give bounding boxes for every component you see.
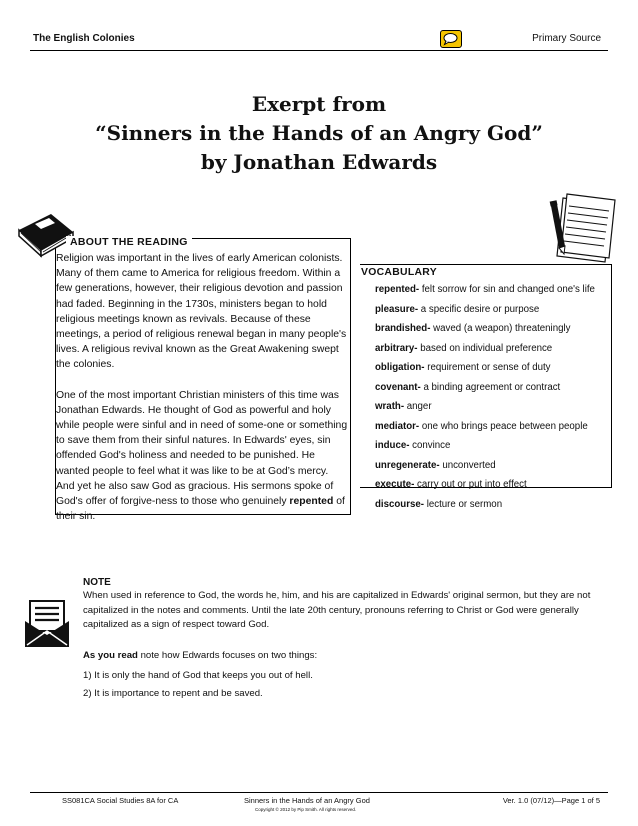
vocab-item (375, 417, 615, 437)
vocab-item (375, 280, 615, 300)
footer-page-number: Ver. 1.0 (07/12)—Page 1 of 5 (502, 796, 600, 805)
note-heading: NOTE (83, 577, 111, 588)
vocab-term: repented- (375, 284, 420, 295)
title-line-1: Exerpt from (251, 92, 387, 116)
vocab-definition: a specific desire or purpose (420, 303, 540, 315)
reading-paragraph-2 (56, 388, 348, 525)
envelope-icon (23, 597, 71, 649)
reading-paragraph-2-end: of their sin. (56, 496, 345, 523)
vocab-term: brandished- (375, 323, 431, 334)
vocab-term: discourse- (375, 498, 424, 510)
vocab-item (375, 397, 615, 417)
vocab-term: arbitrary- (375, 342, 418, 354)
as-you-read-item: 2) It is importance to repent and be saved. (83, 688, 263, 699)
as-you-read-instruction: note how Edwards focuses on two things: (140, 650, 318, 661)
vocab-definition: unconverted (442, 459, 496, 471)
vocab-definition: anger (406, 401, 432, 412)
reading-paragraph-2-text: One of the most important Christian ministers of this time was Jonathan Edwards. He thought of God as powerful and holy while people were sinful and in need of some-one or something to save them from their sinful natures. In Edwards' eyes, sin offended God's holiness and needed to be punished. He wanted people to feel what it was like to be at God’s mercy. And yet he also saw God as gracious. His sermons spoke of God's offer of forgive-ness to those who genuinely (56, 389, 348, 508)
footer-copyright: Copyright © 2012 by Pip Smith. All rights reserved. (255, 807, 357, 812)
vocab-item (375, 495, 615, 515)
vocab-definition: felt sorrow for sin and changed one's life (421, 284, 595, 295)
title-line-3: by Jonathan Edwards (200, 150, 438, 174)
vocab-term: unregenerate- (375, 459, 440, 471)
vocab-item (375, 300, 615, 320)
header-unit-title: The English Colonies (33, 33, 135, 44)
vocab-definition: carry out or put into effect (417, 479, 527, 490)
vocab-definition: one who brings peace between people (421, 420, 588, 432)
vocab-item (375, 378, 615, 398)
vocab-item (375, 436, 615, 456)
note-text: When used in reference to God, the words he, him, and his are capitalized in Edwards' original sermon, but they are not capitalized in the notes and comments. Until the late 20th century, pronouns referring to Christ or God were generally capitalized as a sign of respect toward God. (83, 590, 591, 630)
vocab-definition: waved (a weapon) threateningly (433, 323, 571, 334)
vocab-highlight-repented: repented (289, 496, 334, 508)
footer-divider (30, 792, 608, 793)
as-you-read-item: 1) It is only the hand of God that keeps you out of hell. (83, 670, 313, 681)
vocab-item (375, 339, 615, 359)
vocab-item (375, 475, 615, 495)
vocab-definition: convince (412, 440, 451, 451)
as-you-read-lead (83, 650, 618, 661)
vocab-definition: lecture or sermon (426, 498, 503, 510)
vocab-definition: a binding agreement or contract (423, 381, 561, 393)
vocabulary-heading: VOCABULARY (361, 267, 437, 278)
header-divider (30, 50, 608, 51)
vocab-term: mediator- (375, 420, 420, 432)
vocab-term: execute- (375, 479, 415, 490)
as-you-read-label: As you read (83, 650, 138, 661)
vocab-term: induce- (375, 440, 410, 451)
footer-course: SS081CA Social Studies 8A for CA (62, 796, 179, 805)
vocab-term: obligation- (375, 362, 425, 373)
about-reading-heading: ABOUT THE READING (66, 236, 192, 248)
as-you-read-section (83, 650, 618, 703)
vocab-definition: based on individual preference (420, 342, 553, 354)
about-reading-text (56, 251, 348, 539)
vocab-item (375, 358, 615, 378)
notepad-pencil-icon (545, 190, 620, 265)
speech-bubble-icon (440, 30, 462, 48)
page-title (0, 90, 638, 177)
vocab-definition: requirement or sense of duty (427, 362, 551, 373)
header-source-type: Primary Source (532, 33, 601, 44)
vocab-term: pleasure- (375, 303, 419, 315)
footer-document-title: Sinners in the Hands of an Angry God (244, 796, 370, 805)
vocab-term: covenant- (375, 381, 421, 393)
reading-paragraph-1: Religion was important in the lives of early American colonists. Many of them came to America for religious freedom. Within a few generations, however, their religious devotion and passion had faded. Beginning in the 1730s, ministers began to hold religious meetings known as revivals. Because of these meetings, a period of religious renewal began in many people's lives. A religious revival known as the Great Awakening swept the colonies. (56, 253, 347, 371)
title-line-2: “Sinners in the Hands of an Angry God” (95, 121, 543, 145)
vocab-term: wrath- (375, 401, 405, 412)
vocab-item (375, 456, 615, 476)
vocab-item (375, 319, 615, 339)
vocabulary-list (375, 280, 615, 514)
